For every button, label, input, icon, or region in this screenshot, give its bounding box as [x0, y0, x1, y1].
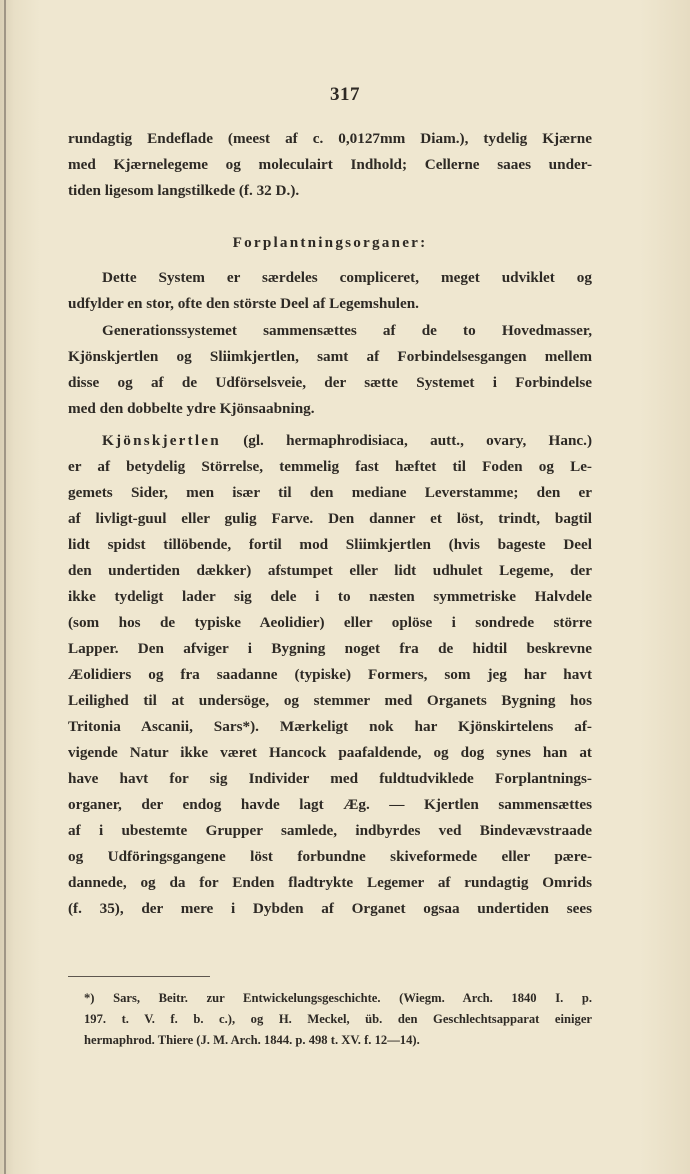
paragraph-3: [68, 428, 592, 922]
text-line: og Udföringsgangene löst forbundne skiveformede eller pære-: [68, 848, 592, 865]
text-line: vigende Natur ikke været Hancock paafaldende, og dog synes han at: [68, 744, 592, 761]
text-line: Leilighed til at undersöge, og stemmer med Organets Bygning hos: [68, 692, 592, 709]
text-line: Æolidiers og fra saadanne (typiske) Formers, som jeg har havt: [68, 666, 592, 683]
text-line: disse og af de Udförselsveie, der sætte Systemet i Forbindelse: [68, 374, 592, 391]
text-line: tiden ligesom langstilkede (f. 32 D.).: [68, 182, 300, 199]
text-line: udfylder en stor, ofte den störste Deel af Legemshulen.: [68, 295, 419, 312]
section-heading: Forplantningsorganer:: [232, 234, 428, 251]
text-line: (som hos de typiske Aeolidier) eller oplöse i sondrede större: [68, 614, 592, 631]
page-number: 317: [330, 84, 360, 105]
paragraph-2: [68, 318, 592, 422]
text-line: organer, der endog havde lagt Æg. — Kjertlen sammensættes: [68, 796, 592, 813]
text-line: Dette System er særdeles compliceret, meget udviklet og: [102, 269, 592, 286]
footnote-line: hermaphrod. Thiere (J. M. Arch. 1844. p. 498 t. XV. f. 12—14).: [84, 1033, 420, 1047]
lead-term: Kjönskjertlen: [102, 432, 221, 449]
footnote-rule: [68, 976, 210, 977]
binding-edge: [4, 0, 6, 1174]
section-heading-block: [68, 230, 592, 256]
text-line: af livligt-guul eller gulig Farve. Den danner et löst, trindt, bagtil: [68, 510, 592, 527]
footnote-line: *) Sars, Beitr. zur Entwickelungsgeschichte. (Wiegm. Arch. 1840 I. p.: [84, 991, 592, 1005]
text-line: lidt spidst tillöbende, fortil mod Sliimkjertlen (hvis bageste Deel: [68, 536, 592, 553]
text-line: gemets Sider, men især til den mediane Leverstamme; den er: [68, 484, 592, 501]
footnote-line: 197. t. V. f. b. c.), og H. Meckel, üb. den Geschlechtsapparat einiger: [84, 1012, 592, 1026]
text-line: rundagtig Endeflade (meest af c. 0,0127mm Diam.), tydelig Kjærne: [68, 130, 592, 147]
intro-paragraph: [68, 126, 592, 204]
text-line: Generationssystemet sammensættes af de to Hovedmasser,: [102, 322, 592, 339]
text-line: er af betydelig Störrelse, temmelig fast hæftet til Foden og Le-: [68, 458, 592, 475]
text-line: Kjönskjertlen og Sliimkjertlen, samt af Forbindelsesgangen mellem: [68, 348, 592, 365]
text-line: (f. 35), der mere i Dybden af Organet ogsaa undertiden sees: [68, 900, 592, 917]
text-line: den undertiden dækker) afstumpet eller lidt udhulet Legeme, der: [68, 562, 592, 579]
footnote: [84, 988, 592, 1051]
text-line: [68, 428, 592, 454]
text-line: med Kjærnelegeme og moleculairt Indhold; Cellerne saaes under-: [68, 156, 592, 173]
text-line: ikke tydeligt lader sig dele i to næsten symmetriske Halvdele: [68, 588, 592, 605]
text-line: Lapper. Den afviger i Bygning noget fra de hidtil beskrevne: [68, 640, 592, 657]
text-line: med den dobbelte ydre Kjönsaabning.: [68, 400, 315, 417]
text-line: dannede, og da for Enden fladtrykte Legemer af rundagtig Omrids: [68, 874, 592, 891]
text-line: af i ubestemte Grupper samlede, indbyrdes ved Bindevævstraade: [68, 822, 592, 839]
text-line: Tritonia Ascanii, Sars*). Mærkeligt nok har Kjönskirtelens af-: [68, 718, 592, 735]
text-line: have havt for sig Individer med fuldtudviklede Forplantnings-: [68, 770, 592, 787]
lead-line-rest: (gl. hermaphrodisiaca, autt., ovary, Hanc.): [243, 432, 592, 449]
paragraph-1: [68, 265, 592, 317]
